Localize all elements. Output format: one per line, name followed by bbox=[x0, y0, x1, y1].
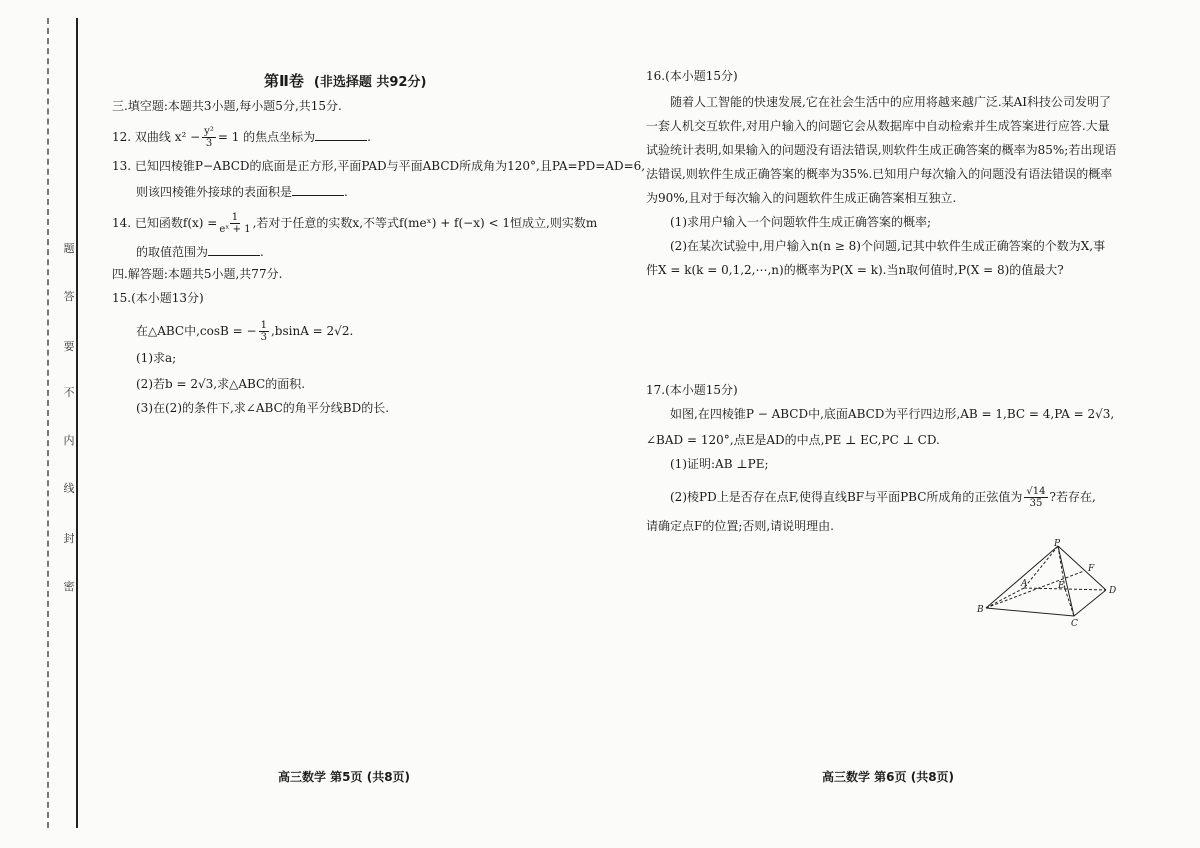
question-16-heading: 16.(本小题15分) bbox=[646, 69, 738, 83]
question-16-line: 试验统计表明,如果输入的问题没有语法错误,则软件生成正确答案的概率为85%;若出现语 bbox=[646, 143, 1117, 157]
q14-numerator: 1 bbox=[231, 212, 239, 223]
right-page bbox=[646, 0, 1150, 848]
q17-text-b: ?若存在, bbox=[1049, 490, 1096, 504]
seal-char: 要 bbox=[63, 340, 75, 353]
question-15-heading: 15.(本小题13分) bbox=[112, 291, 204, 305]
label-a: A bbox=[1021, 579, 1028, 589]
seal-char: 内 bbox=[63, 434, 75, 447]
q12-numerator: y² bbox=[204, 126, 214, 137]
q14-end: . bbox=[260, 245, 264, 259]
q17-numerator: √14 bbox=[1026, 486, 1046, 497]
binding-solid-line bbox=[76, 18, 78, 828]
question-17-part1: (1)证明:AB ⊥PE; bbox=[670, 457, 769, 471]
question-15-part3: (3)在(2)的条件下,求∠ABC的角平分线BD的长. bbox=[136, 401, 390, 415]
edge-bc bbox=[986, 608, 1074, 616]
question-16-line: 随着人工智能的快速发展,它在社会生活中的应用将越来越广泛.某AI科技公司发明了 bbox=[670, 95, 1112, 109]
page-footer: 高三数学 第5页 (共8页) bbox=[278, 770, 411, 784]
seal-char: 答 bbox=[63, 290, 75, 303]
seal-char: 题 bbox=[63, 242, 75, 255]
answer-blank[interactable] bbox=[292, 184, 344, 196]
edge-pb bbox=[986, 546, 1058, 608]
q12-text-a: 12. 双曲线 x² − bbox=[112, 130, 201, 144]
edge-cd bbox=[1074, 590, 1106, 616]
question-16-part2-line1: (2)在某次试验中,用户输入n(n ≥ 8)个问题,记其中软件生成正确答案的个数为X,事 bbox=[670, 239, 1106, 253]
q14-text-a: 14. 已知函数f(x) = bbox=[112, 216, 218, 230]
q15-denominator: 3 bbox=[260, 332, 267, 343]
label-e: E bbox=[1058, 581, 1065, 591]
q17-text-a: (2)棱PD上是否存在点F,使得直线BF与平面PBC所成角的正弦值为 bbox=[670, 490, 1023, 504]
question-15-stem bbox=[136, 320, 353, 343]
q12-fraction bbox=[202, 126, 216, 149]
q12-denominator: 3 bbox=[205, 138, 213, 149]
question-17-heading: 17.(本小题15分) bbox=[646, 383, 738, 397]
question-13-line2 bbox=[136, 184, 348, 200]
label-c: C bbox=[1071, 619, 1078, 628]
page-title bbox=[264, 70, 426, 91]
edge-pa bbox=[1024, 546, 1058, 588]
seal-dashed-line bbox=[47, 18, 49, 828]
q12-end: . bbox=[367, 130, 371, 144]
question-14-line1 bbox=[112, 212, 597, 235]
seal-char: 密 bbox=[63, 580, 75, 593]
question-16-line: 为90%,且对于每次输入的问题软件生成正确答案相互独立. bbox=[646, 191, 957, 205]
q14-fraction bbox=[219, 212, 250, 235]
label-p: P bbox=[1054, 539, 1061, 549]
pyramid-figure bbox=[972, 538, 1122, 628]
section-solve-heading: 四.解答题:本题共5小题,共77分. bbox=[112, 267, 283, 281]
q13-text: 则该四棱锥外接球的表面积是 bbox=[136, 185, 293, 199]
seal-char: 线 bbox=[63, 482, 75, 495]
binding-margin bbox=[0, 0, 90, 848]
edge-pd bbox=[1058, 546, 1106, 590]
label-f: F bbox=[1088, 564, 1095, 574]
question-15-part1: (1)求a; bbox=[136, 351, 177, 365]
question-14-line2 bbox=[136, 244, 264, 260]
label-b: B bbox=[977, 605, 984, 615]
left-page bbox=[112, 0, 646, 848]
q17-denominator: 35 bbox=[1029, 498, 1043, 509]
question-17-part2-line2: 请确定点F的位置;否则,请说明理由. bbox=[646, 519, 834, 533]
question-17-line2: ∠BAD = 120°,点E是AD的中点,PE ⊥ EC,PC ⊥ CD. bbox=[646, 433, 940, 447]
q15-stem-a: 在△ABC中,cosB = − bbox=[136, 324, 257, 338]
q15-stem-b: ,bsinA = 2√2. bbox=[270, 324, 354, 338]
question-16-line: 法错误,则软件生成正确答案的概率为35%.已知用户每次输入的问题没有语法错误的概率 bbox=[646, 167, 1113, 181]
question-16-part2-line2: 件X = k(k = 0,1,2,⋯,n)的概率为P(X = k).当n取何值时,P(X = 8)的值最大? bbox=[646, 263, 1064, 277]
question-16-line: 一套人机交互软件,对用户输入的问题它会从数据库中自动检索并生成答案进行应答.大量 bbox=[646, 119, 1110, 133]
question-17-line1: 如图,在四棱锥P − ABCD中,底面ABCD为平行四边形,AB = 1,BC = 4,PA = 2√3, bbox=[670, 407, 1115, 421]
q12-text-b: = 1 的焦点坐标为 bbox=[217, 130, 316, 144]
pyramid-diagram bbox=[972, 538, 1122, 628]
question-13-line1: 13. 已知四棱锥P−ABCD的底面是正方形,平面PAD与平面ABCD所成角为120°,且PA=PD=AD=6, bbox=[112, 159, 646, 173]
q15-numerator: 1 bbox=[260, 320, 267, 331]
question-12 bbox=[112, 126, 371, 149]
title-main: 第Ⅱ卷 bbox=[264, 72, 304, 90]
page-footer: 高三数学 第6页 (共8页) bbox=[822, 770, 955, 784]
title-sub: (非选择题 共92分) bbox=[313, 75, 427, 90]
answer-blank[interactable] bbox=[208, 244, 260, 256]
answer-blank[interactable] bbox=[315, 129, 367, 141]
section-fill-heading: 三.填空题:本题共3小题,每小题5分,共15分. bbox=[112, 99, 342, 113]
question-15-part2: (2)若b = 2√3,求△ABC的面积. bbox=[136, 377, 306, 391]
seal-char: 不 bbox=[63, 386, 75, 399]
q14-denominator: eˣ + 1 bbox=[219, 224, 251, 235]
q13-end: . bbox=[344, 185, 348, 199]
seal-char: 封 bbox=[63, 532, 75, 545]
label-d: D bbox=[1109, 586, 1117, 596]
q17-fraction bbox=[1024, 486, 1047, 509]
q14-text-2: 的取值范围为 bbox=[136, 245, 209, 259]
q15-fraction bbox=[259, 320, 269, 343]
question-17-part2-line1 bbox=[670, 486, 1096, 509]
q14-text-b: ,若对于任意的实数x,不等式f(meˣ) + f(−x) < 1恒成立,则实数m bbox=[252, 216, 598, 230]
question-16-part1: (1)求用户输入一个问题软件生成正确答案的概率; bbox=[670, 215, 932, 229]
